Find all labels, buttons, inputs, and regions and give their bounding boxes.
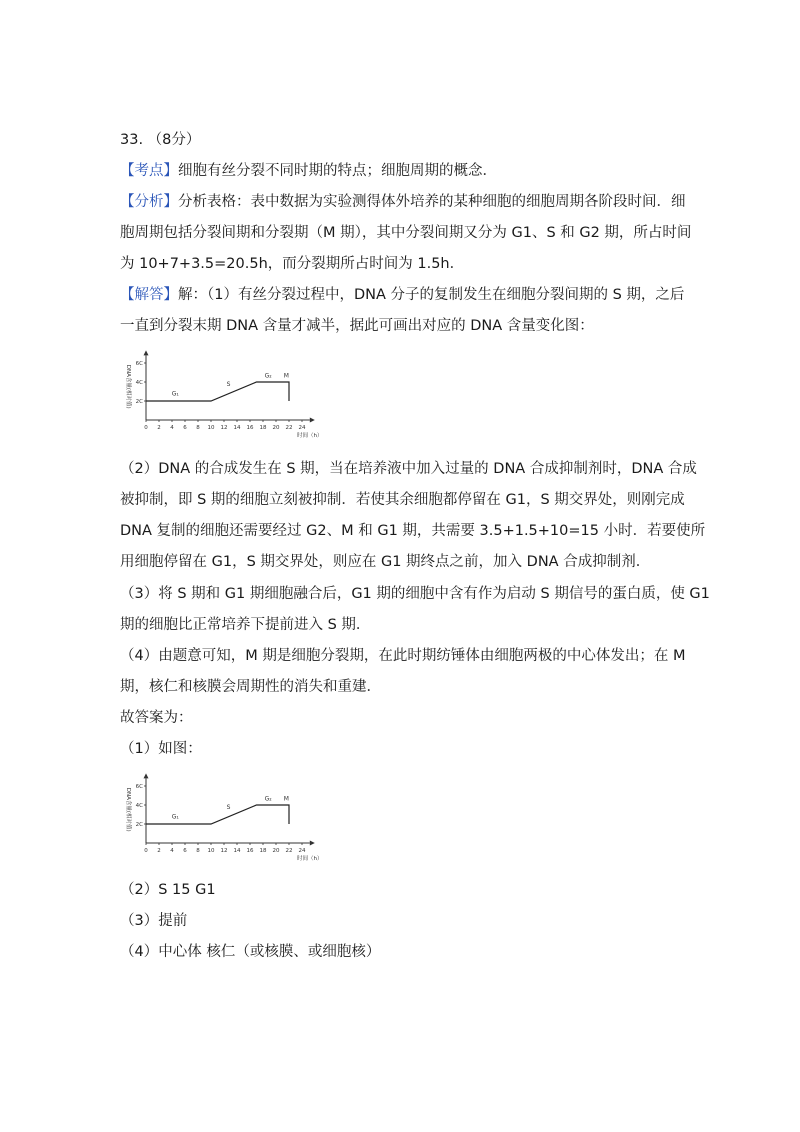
- x-tick-label: 22: [285, 848, 293, 854]
- x-tick-label: 18: [259, 425, 267, 431]
- question-score: （8分）: [147, 132, 201, 148]
- para3-line-2: 期的细胞比正常培养下提前进入 S 期．: [120, 617, 371, 633]
- x-tick-label: 16: [246, 425, 254, 431]
- jieda-line-2: 一直到分裂末期 DNA 含量才减半，据此可画出对应的 DNA 含量变化图：: [120, 318, 594, 334]
- answer-3: （3）提前: [120, 913, 188, 929]
- x-tick-label: 2: [157, 425, 161, 431]
- jieda-line-1: [120, 285, 684, 305]
- phase-label: M: [283, 795, 289, 803]
- para2-line-2: 被抑制，即 S 期的细胞立刻被抑制．若使其余细胞都停留在 G1，S 期交界处，则刚完成: [120, 492, 685, 508]
- x-axis-arrow: [310, 418, 315, 423]
- phase-label: G₁: [171, 390, 179, 398]
- y-axis-arrow: [144, 773, 149, 778]
- x-tick-label: 2: [157, 848, 161, 854]
- para4-line-1: （4）由题意可知，M 期是细胞分裂期，在此时期纺锤体由细胞两极的中心体发出；在 M: [120, 648, 686, 664]
- phase-label: G₁: [171, 813, 179, 821]
- x-tick-label: 24: [298, 425, 306, 431]
- x-axis-label: 时间（h）: [297, 856, 323, 862]
- y-tick-label: 2C: [135, 822, 143, 828]
- y-tick-label: 4C: [135, 803, 143, 809]
- y-axis-arrow: [144, 350, 149, 355]
- question-header: [120, 130, 200, 150]
- x-tick-label: 24: [298, 848, 306, 854]
- y-tick-label: 2C: [135, 399, 143, 405]
- fenxi-line-3: 为 10+7+3.5=20.5h，而分裂期所占时间为 1.5h．: [120, 256, 465, 272]
- x-tick-label: 8: [196, 848, 200, 854]
- dna-content-line: [146, 382, 289, 401]
- y-tick-label: 6C: [135, 784, 143, 790]
- x-tick-label: 18: [259, 848, 267, 854]
- dna-content-line: [146, 805, 289, 824]
- x-tick-label: 14: [233, 425, 241, 431]
- x-tick-label: 20: [272, 425, 280, 431]
- dna-chart-2: [120, 773, 330, 869]
- x-tick-label: 16: [246, 848, 254, 854]
- answer-1: （1）如图：: [120, 741, 202, 757]
- para2-line-4: 用细胞停留在 G1，S 期交界处，则应在 G1 期终点之前，加入 DNA 合成抑制剂．: [120, 554, 651, 570]
- x-tick-label: 6: [183, 425, 187, 431]
- dna-chart-1: [120, 350, 330, 446]
- x-tick-label: 4: [170, 848, 174, 854]
- x-tick-label: 4: [170, 425, 174, 431]
- jieda-tag: 【解答】: [120, 287, 178, 303]
- fenxi-line-1: [120, 192, 686, 212]
- y-tick-label: 4C: [135, 380, 143, 386]
- fenxi-tag: 【分析】: [120, 194, 178, 210]
- y-axis-label: DNA含量(相对值): [125, 364, 131, 409]
- answer-4: （4）中心体 核仁（或核膜、或细胞核）: [120, 944, 381, 960]
- para4-line-2: 期，核仁和核膜会周期性的消失和重建．: [120, 679, 381, 695]
- fenxi-line-2: 胞周期包括分裂间期和分裂期（M 期），其中分裂间期又分为 G1、S 和 G2 期，所占时间: [120, 225, 692, 241]
- phase-label: G₂: [264, 372, 272, 380]
- x-tick-label: 12: [220, 848, 228, 854]
- phase-label: G₂: [264, 795, 272, 803]
- x-axis-arrow: [310, 841, 315, 846]
- para3-line-1: （3）将 S 期和 G1 期细胞融合后，G1 期的细胞中含有作为启动 S 期信号的蛋白质，使 G1: [120, 586, 710, 602]
- x-tick-label: 6: [183, 848, 187, 854]
- x-tick-label: 10: [207, 848, 215, 854]
- x-tick-label: 0: [144, 425, 148, 431]
- x-tick-label: 22: [285, 425, 293, 431]
- kaodian-text: 细胞有丝分裂不同时期的特点；细胞周期的概念．: [178, 163, 497, 179]
- phase-label: S: [226, 380, 231, 388]
- answers-intro: 故答案为：: [120, 710, 193, 726]
- jieda-text-1: 解：（1）有丝分裂过程中，DNA 分子的复制发生在细胞分裂间期的 S 期，之后: [178, 287, 685, 303]
- para2-line-3: DNA 复制的细胞还需要经过 G2、M 和 G1 期，共需要 3.5+1.5+10=15 小时．若要使所: [120, 523, 706, 539]
- y-axis-label: DNA含量(相对值): [125, 787, 131, 832]
- kaodian-line: [120, 161, 497, 181]
- x-tick-label: 8: [196, 425, 200, 431]
- phase-label: S: [226, 803, 231, 811]
- x-tick-label: 14: [233, 848, 241, 854]
- y-tick-label: 6C: [135, 361, 143, 367]
- phase-label: M: [283, 372, 289, 380]
- x-tick-label: 10: [207, 425, 215, 431]
- answer-2: （2）S 15 G1: [120, 882, 216, 898]
- x-axis-label: 时间（h）: [297, 433, 323, 439]
- question-number: 33.: [120, 132, 144, 148]
- kaodian-tag: 【考点】: [120, 163, 178, 179]
- para2-line-1: （2）DNA 的合成发生在 S 期，当在培养液中加入过量的 DNA 合成抑制剂时，DNA 合成: [120, 461, 697, 477]
- fenxi-text-1: 分析表格：表中数据为实验测得体外培养的某种细胞的细胞周期各阶段时间．细: [178, 194, 686, 210]
- x-tick-label: 20: [272, 848, 280, 854]
- x-tick-label: 12: [220, 425, 228, 431]
- x-tick-label: 0: [144, 848, 148, 854]
